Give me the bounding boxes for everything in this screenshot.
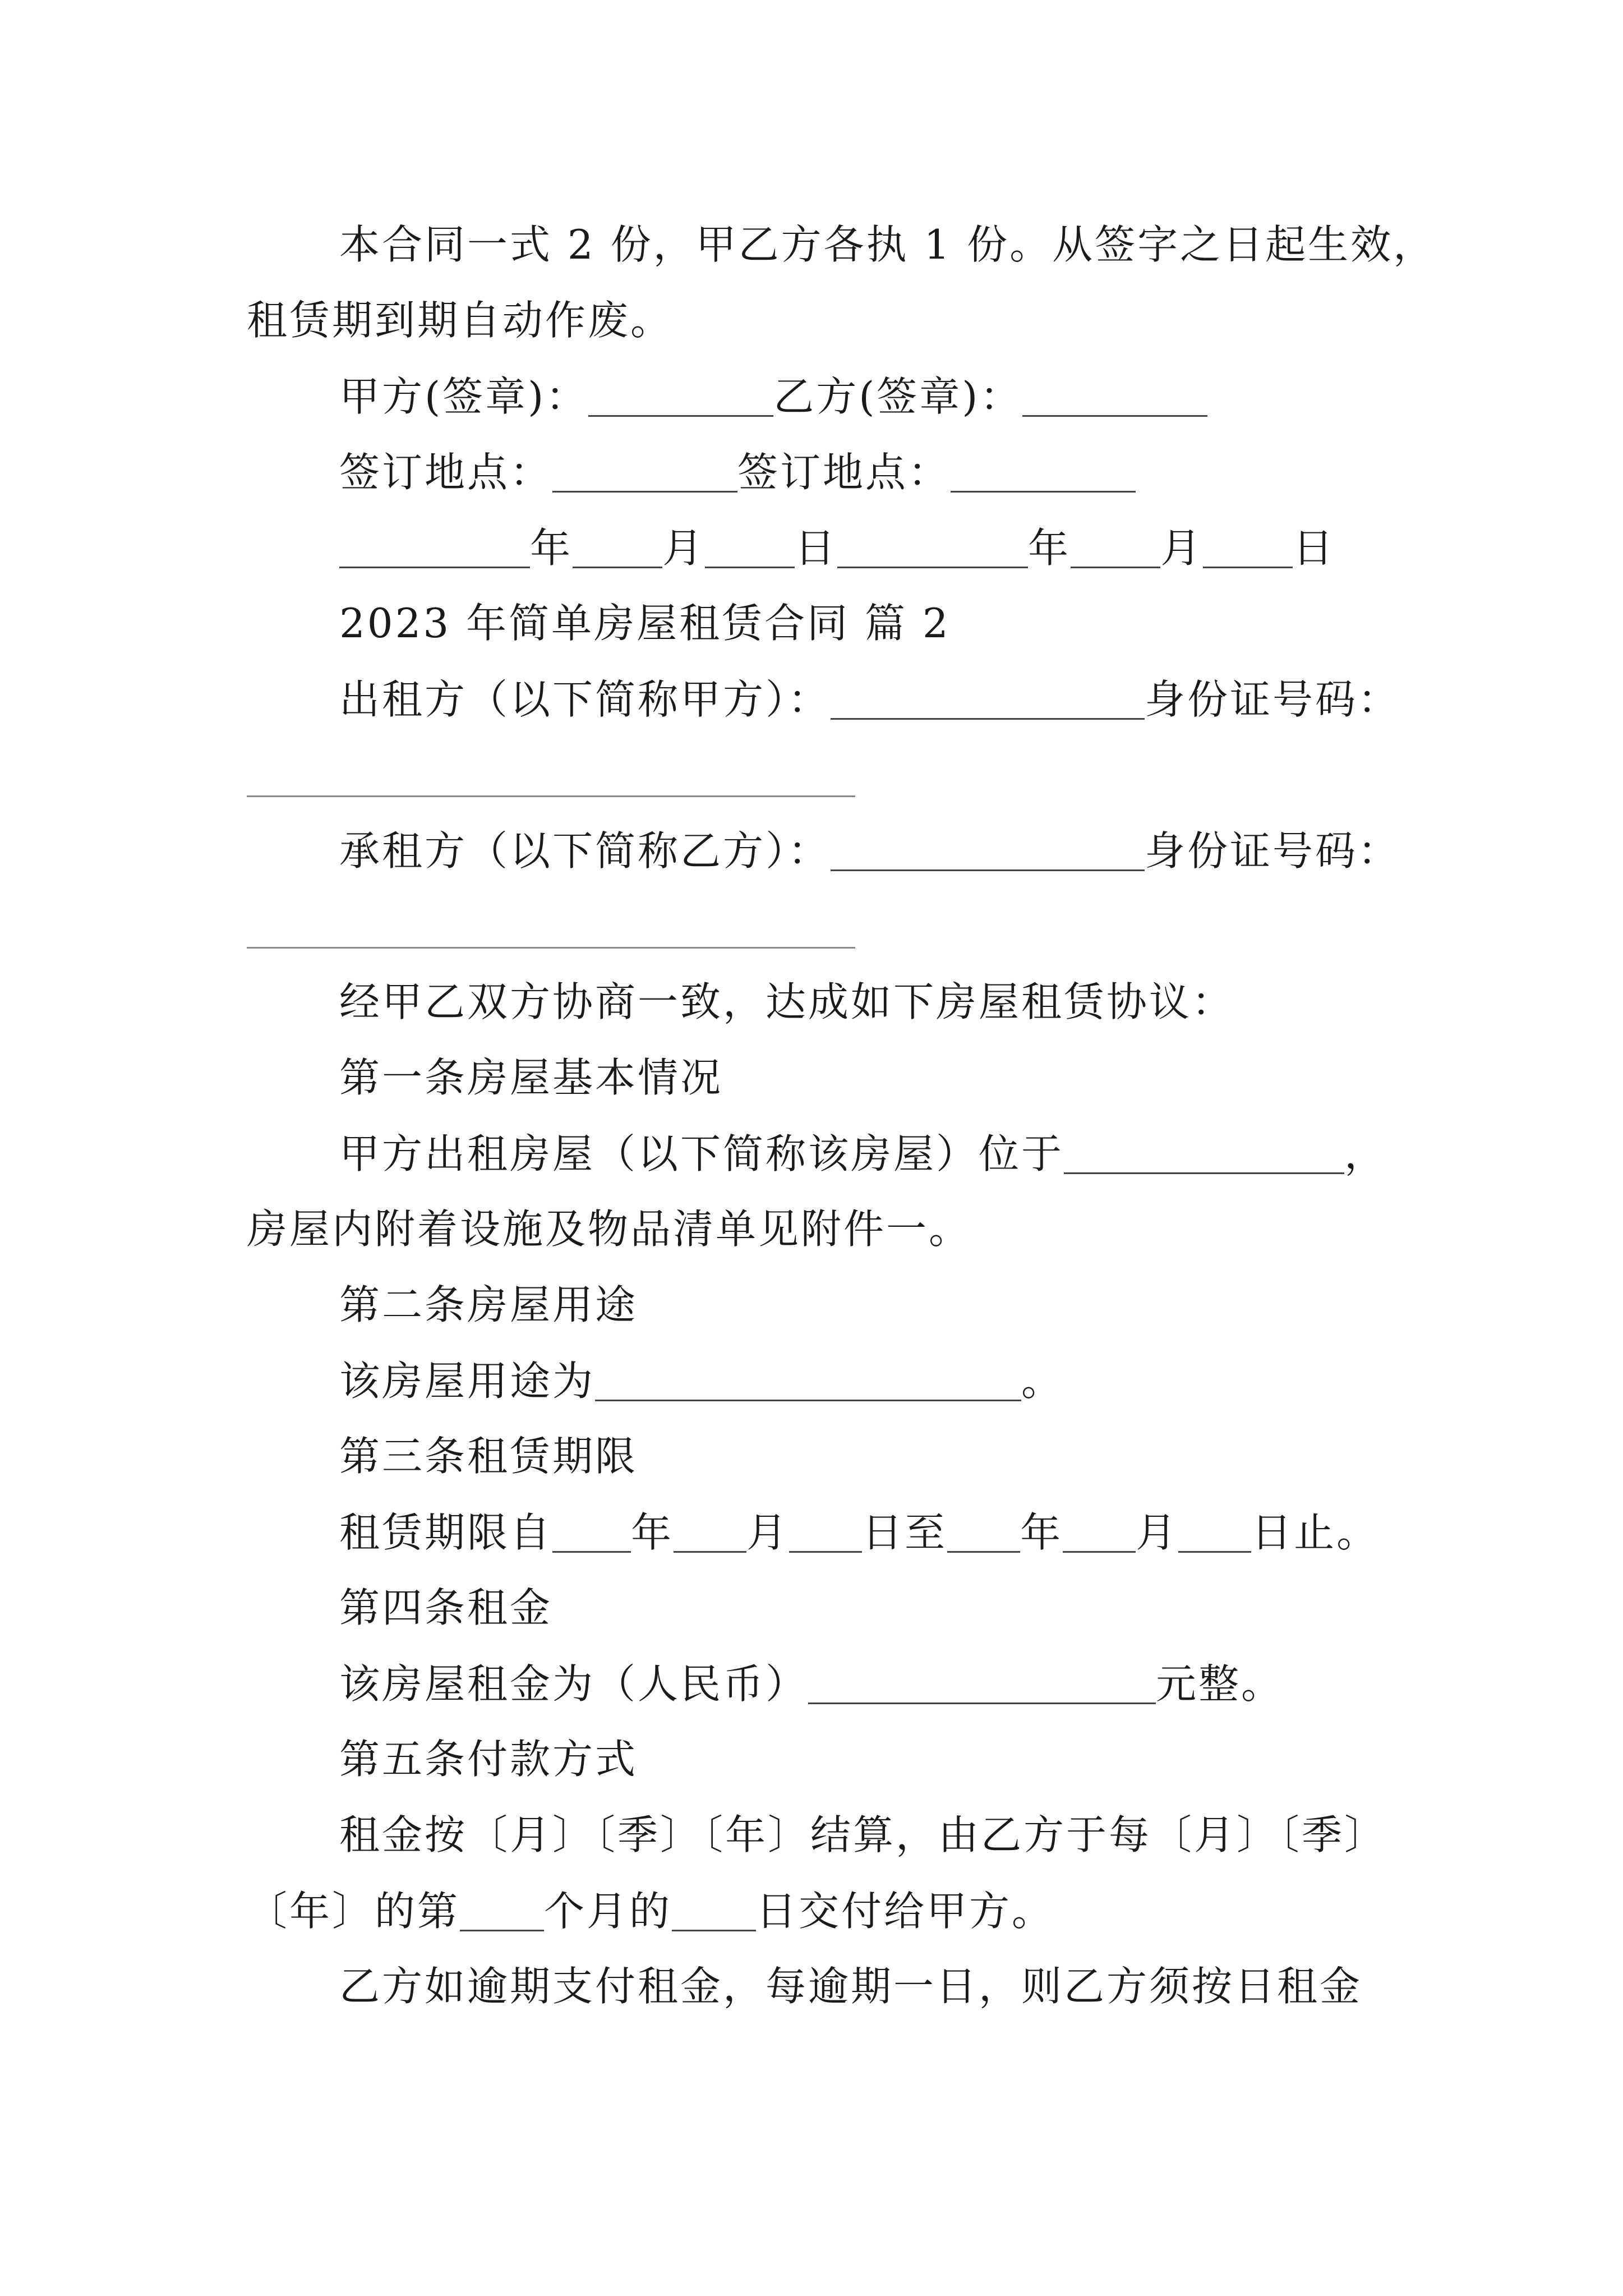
text-segment: 租金按〔月〕〔季〕〔年〕结算，由乙方于每〔月〕〔季〕: [339, 1811, 1387, 1858]
payment-month-blank: [460, 1890, 544, 1931]
location-blank: [1064, 1133, 1344, 1174]
text-segment: 本合同一式 2 份，甲乙方各执 1 份。从签字之日起生效，: [339, 221, 1436, 268]
month-label: 月: [662, 524, 706, 572]
signing-place-line: [339, 449, 1136, 496]
use-label: 该房屋用途为: [339, 1358, 596, 1405]
location-label: 甲方出租房屋（以下简称该房屋）位于: [339, 1130, 1064, 1177]
year-label: 年: [530, 524, 573, 572]
lessor-id-blank: [247, 795, 855, 797]
article-3-title: [339, 1433, 638, 1480]
text-segment: 第二条房屋用途: [339, 1281, 638, 1328]
facilities-line: [247, 1205, 972, 1253]
text-segment: 第三条租赁期限: [339, 1433, 638, 1480]
year-label: 年: [631, 1509, 674, 1556]
rent-unit: 元整。: [1156, 1660, 1284, 1708]
party-b-place-label: 签订地点：: [737, 449, 951, 496]
lessee-name-blank: [831, 830, 1145, 871]
rent-label: 该房屋租金为（人民币）: [339, 1660, 809, 1708]
clause-copies: [339, 221, 1436, 268]
start-month-blank: [674, 1512, 746, 1553]
text-segment: 个月的: [544, 1888, 672, 1935]
text-segment: 〔年〕的第: [247, 1888, 460, 1935]
lessor-id-label: 身份证号码：: [1145, 676, 1401, 723]
start-year-blank: [552, 1512, 631, 1553]
payment-line-1: [339, 1811, 1387, 1858]
term-label: 租赁期限自: [339, 1509, 553, 1556]
lessee-id-blank: [247, 947, 855, 949]
end-year-blank: [947, 1512, 1020, 1553]
text-segment: 日交付给甲方。: [756, 1888, 1055, 1935]
day-end-label: 日止。: [1251, 1509, 1380, 1556]
party-a-place-blank: [552, 452, 737, 493]
late-payment-line: [339, 1963, 1363, 2010]
day-to-label: 日至: [862, 1509, 948, 1556]
text-segment: 第五条付款方式: [339, 1736, 638, 1783]
signature-line: [339, 373, 1207, 420]
text-segment: 经甲乙双方协商一致，达成如下房屋租赁协议：: [339, 978, 1235, 1025]
signing-date-line: [339, 524, 1336, 572]
article-2-title: [339, 1281, 638, 1328]
month-label: 月: [1136, 1509, 1179, 1556]
day-blank: [705, 527, 795, 568]
contract-heading: [339, 600, 951, 647]
lessor-name-blank: [831, 679, 1145, 720]
clause-expiry: [247, 297, 674, 344]
lessor-line: [339, 676, 1401, 723]
property-location-line: [339, 1130, 1387, 1177]
end-day-blank: [1178, 1512, 1251, 1553]
year-blank: [837, 527, 1028, 568]
text-segment: 第一条房屋基本情况: [339, 1054, 723, 1101]
heading-text: 2023 年简单房屋租赁合同 篇 2: [339, 600, 951, 647]
lessee-line: [339, 827, 1401, 875]
lessee-id-label: 身份证号码：: [1145, 827, 1401, 875]
lessor-label: 出租方（以下简称甲方）：: [339, 676, 831, 723]
article-5-title: [339, 1736, 638, 1783]
party-b-place-blank: [951, 452, 1136, 493]
party-a-place-label: 签订地点：: [339, 449, 553, 496]
text-segment: 乙方如逾期支付租金，每逾期一日，则乙方须按日租金: [339, 1963, 1363, 2010]
day-label: 日: [795, 524, 838, 572]
month-blank: [573, 527, 662, 568]
text-segment: 房屋内附着设施及物品清单见附件一。: [247, 1205, 972, 1253]
article-1-title: [339, 1054, 723, 1101]
rent-amount-blank: [808, 1663, 1156, 1704]
year-label: 年: [1028, 524, 1071, 572]
party-a-signature-blank: [588, 376, 773, 417]
agreement-intro: [339, 978, 1235, 1025]
year-label: 年: [1020, 1509, 1063, 1556]
month-label: 月: [1160, 524, 1204, 572]
day-label: 日: [1293, 524, 1336, 572]
day-blank: [1203, 527, 1293, 568]
party-a-signature-label: 甲方(签章)：: [339, 373, 589, 420]
payment-line-2: [247, 1888, 1055, 1935]
party-b-signature-blank: [1022, 376, 1207, 417]
month-blank: [1071, 527, 1160, 568]
start-day-blank: [789, 1512, 862, 1553]
payment-day-blank: [672, 1890, 756, 1931]
article-4-title: [339, 1584, 553, 1631]
lease-term-line: [339, 1509, 1380, 1556]
party-b-signature-label: 乙方(签章)：: [773, 373, 1023, 420]
text-segment: 租赁期到期自动作废。: [247, 297, 674, 344]
lessee-label: 承租方（以下简称乙方）：: [339, 827, 831, 875]
month-label: 月: [746, 1509, 790, 1556]
property-use-line: [339, 1358, 1064, 1405]
year-blank: [339, 527, 530, 568]
punct-period: 。: [1021, 1358, 1064, 1405]
rent-line: [339, 1660, 1284, 1708]
text-segment: 第四条租金: [339, 1584, 553, 1631]
punct-comma: ，: [1344, 1130, 1387, 1177]
use-blank: [595, 1360, 1021, 1401]
end-month-blank: [1063, 1512, 1136, 1553]
